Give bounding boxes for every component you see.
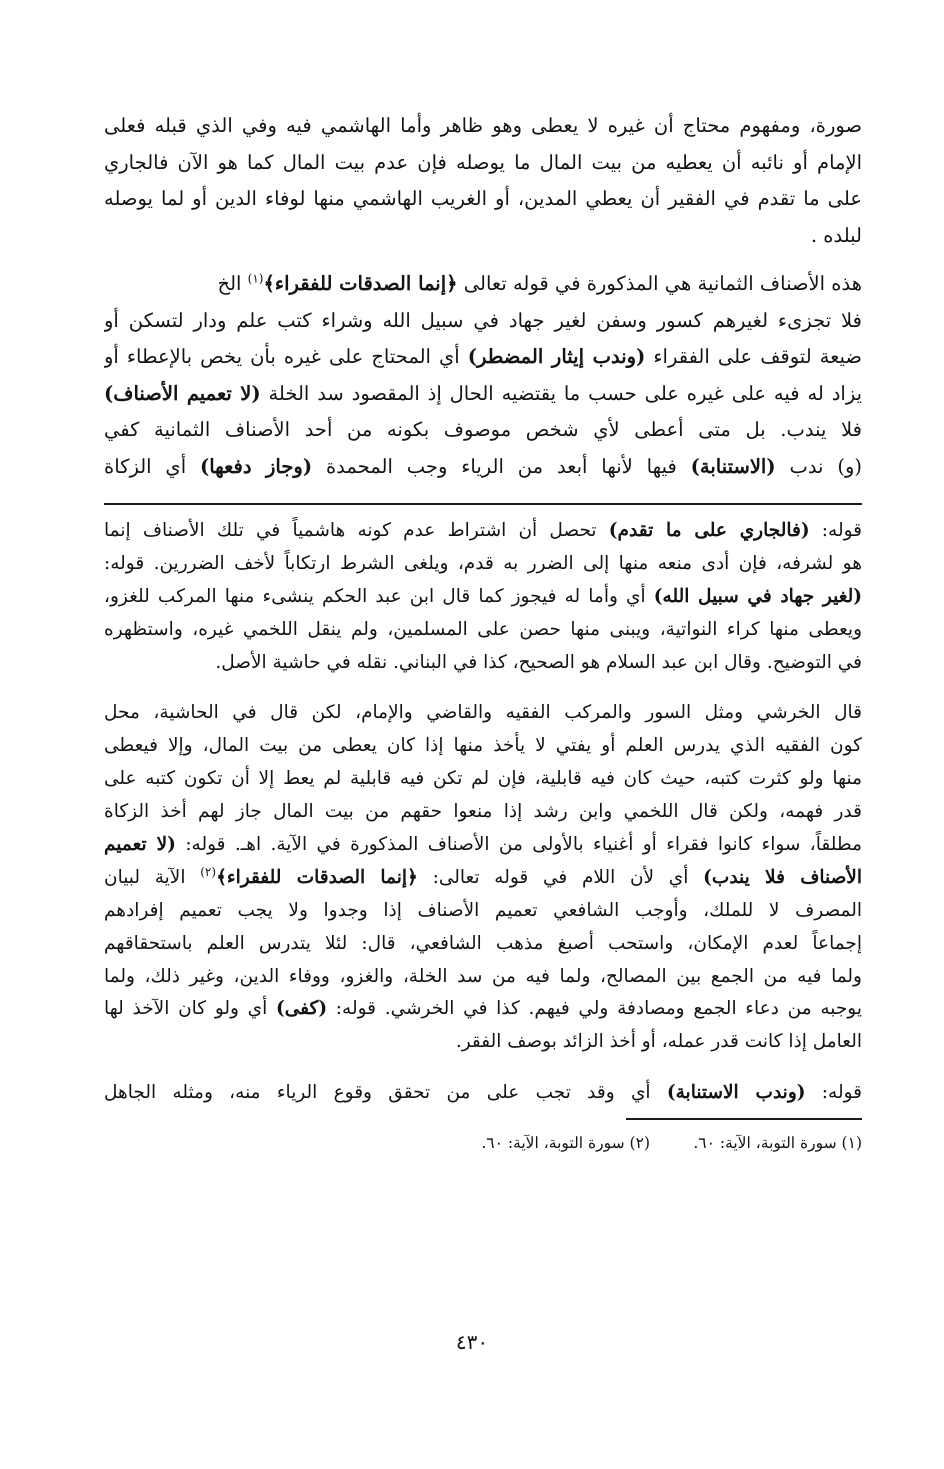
text-line: قدر فهمه، ولكن قال اللخمي وابن رشد إذا منعوا حقهم من بيت المال جاز لهم أخذ الزكاة bbox=[104, 801, 862, 823]
footnote-ref: (٢) bbox=[200, 864, 217, 879]
text-line: مطلقاً، سواء كانوا فقراء أو أغنياء بالأولى من الأصناف المذكورة في الآية. اهـ. قوله: (لا تعميم bbox=[104, 834, 862, 856]
text-line: قوله: (فالجاري على ما تقدم) تحصل أن اشتراط عدم كونه هاشمياً في تلك الأصناف إنما bbox=[104, 520, 862, 541]
lemma: (كفى) bbox=[276, 998, 328, 1020]
lemma: الأصناف فلا يندب) bbox=[703, 866, 862, 888]
text-line: صورة، ومفهوم محتاج أن غيره لا يعطى وهو ظاهر وأما الهاشمي فيه وفي الذي قبله فعلى bbox=[104, 114, 862, 137]
text-line: المصرف لا للملك، وأوجب الشافعي تعميم الأصناف إذا وجدوا ولا يجب تعميم إفرادهم bbox=[104, 899, 862, 921]
page-body bbox=[104, 108, 862, 1154]
text-line: لبلده . bbox=[810, 223, 862, 247]
text-line: فلا تجزىء لغيرهم كسور وسفن لغير جهاد في سبيل الله وشراء كتب علم ودار لتسكن أو bbox=[104, 308, 862, 332]
lemma: (وندب الاستنابة) bbox=[666, 1082, 806, 1104]
commentary-block-1 bbox=[104, 515, 862, 679]
lemma: (لا تعميم bbox=[104, 834, 176, 856]
footnote-2: (٢) سورة التوبة، الآية: ٦٠. bbox=[481, 1134, 650, 1153]
main-paragraph-2 bbox=[104, 266, 862, 485]
quran-quote: ﴿إنما الصدقات للفقراء﴾ bbox=[263, 272, 458, 295]
text-line: منها ولو كثرت كتبه، حيث كان فيه قابلية، فإن لم تكن فيه قابلية لم يعط إلا أن تكون كتبه على bbox=[104, 768, 862, 790]
lemma: (لغير جهاد في سبيل الله) bbox=[653, 585, 862, 607]
commentary-block-2 bbox=[104, 697, 862, 1059]
commentary bbox=[104, 515, 862, 1110]
text-line: قوله: (وندب الاستنابة) أي وقد تجب على من تحقق وقوع الرياء منه، ومثله الجاهل bbox=[104, 1082, 862, 1104]
matn-phrase: (وندب إيثار المضطر) bbox=[467, 345, 646, 368]
text-line: (لغير جهاد في سبيل الله) أي وأما له فيجوز كما قال ابن عبد الحكم ينشىء منها المركب للغزو، bbox=[104, 585, 862, 607]
matn-phrase: (الاستنابة) bbox=[690, 454, 776, 478]
text-line: هو لشرفه، فإن أدى منعه منها إلى الضرر به قدم، ويلغى الشرط ارتكاباً لأخف الضررين. قوله: bbox=[104, 552, 862, 574]
text-line: هذه الأصناف الثمانية هي المذكورة في قوله تعالى ﴿إنما الصدقات للفقراء﴾$^{(١)}$ الخ bbox=[217, 271, 862, 295]
separator-rule bbox=[104, 503, 862, 505]
quran-quote: ﴿إنما الصدقات للفقراء﴾ bbox=[216, 866, 418, 888]
footnotes bbox=[104, 1132, 862, 1154]
text-line: (و) ندب (الاستنابة) فيها لأنها أبعد من الرياء وجب المحمدة (وجاز دفعها) أي الزكاة bbox=[104, 454, 862, 478]
text-line: الأصناف فلا يندب) أي لأن اللام في قوله تعالى: ﴿إنما الصدقات للفقراء﴾$^{(٢)}$ الآية لبيان bbox=[104, 864, 862, 888]
text-line: ويعطى منها كراء النواتية، ويبنى منها حصن على المسلمين، ولم ينقل اللخمي غيره، واستظهره bbox=[104, 618, 862, 640]
matn-phrase: (وجاز دفعها) bbox=[199, 454, 313, 478]
footnote-rule bbox=[626, 1118, 862, 1120]
text-line: ضيعة لتوقف على الفقراء (وندب إيثار المضطر) أي المحتاج على غيره بأن يخص بالإعطاء أو bbox=[104, 345, 862, 368]
text-line: في التوضيح. وقال ابن عبد السلام هو الصحيح، كذا في البناني. نقله في حاشية الأصل. bbox=[215, 651, 862, 673]
matn-phrase: (لا تعميم الأصناف) bbox=[104, 381, 261, 405]
text-line: يوجبه من دعاء الجمع ومصادفة ولي فيهم. كذا في الخرشي. قوله: (كفى) أي ولو كان الآخذ لها bbox=[104, 998, 862, 1020]
text-line: ولما فيه من الجمع بين المصالح، ولما فيه من سد الخلة، والغزو، ووفاء الدين، وغير ذلك، ولما bbox=[104, 965, 862, 987]
lemma: (فالجاري على ما تقدم) bbox=[608, 520, 810, 541]
text-line: العامل إذا كانت قدر عمله، أو أخذ الزائد بوصف الفقر. bbox=[455, 1031, 862, 1053]
footnote-1: (١) سورة التوبة، الآية: ٦٠. bbox=[693, 1134, 862, 1153]
text-line: على ما تقدم في الفقير أن يعطي المدين، أو الغريب الهاشمي منها لوفاء الدين أو لما يوصله bbox=[104, 187, 862, 210]
commentary-block-3 bbox=[104, 1077, 862, 1110]
text-line: قال الخرشي ومثل السور والمركب الفقيه والقاضي والإمام، لكن قال في الحاشية، محل bbox=[104, 702, 862, 724]
main-paragraph-1 bbox=[104, 108, 862, 254]
text-line: الإمام أو نائبه أن يعطيه من بيت المال ما يوصله فإن عدم بيت المال كما هو الآن فالجاري bbox=[104, 150, 862, 174]
text-line: كون الفقيه الذي يدرس العلم أو يفتي لا يأخذ منها إذا كان يعطى من بيت المال، وإلا فيعطى bbox=[104, 735, 862, 757]
text-line: يزاد له فيه على غيره على حسب ما يقتضيه الحال إذ المقصود سد الخلة (لا تعميم الأصناف) bbox=[104, 381, 862, 405]
page-number: ٤٣٠ bbox=[455, 1330, 489, 1354]
footnote-ref: (١) bbox=[247, 271, 264, 286]
text-line: فلا يندب. بل متى أعطى لأي شخص موصوف بكونه من أحد الأصناف الثمانية كفي bbox=[104, 418, 862, 441]
text-line: إجماعاً لعدم الإمكان، واستحب أصبغ مذهب الشافعي، قال: لئلا يتدرس العلم باستحقاقهم bbox=[104, 932, 862, 954]
